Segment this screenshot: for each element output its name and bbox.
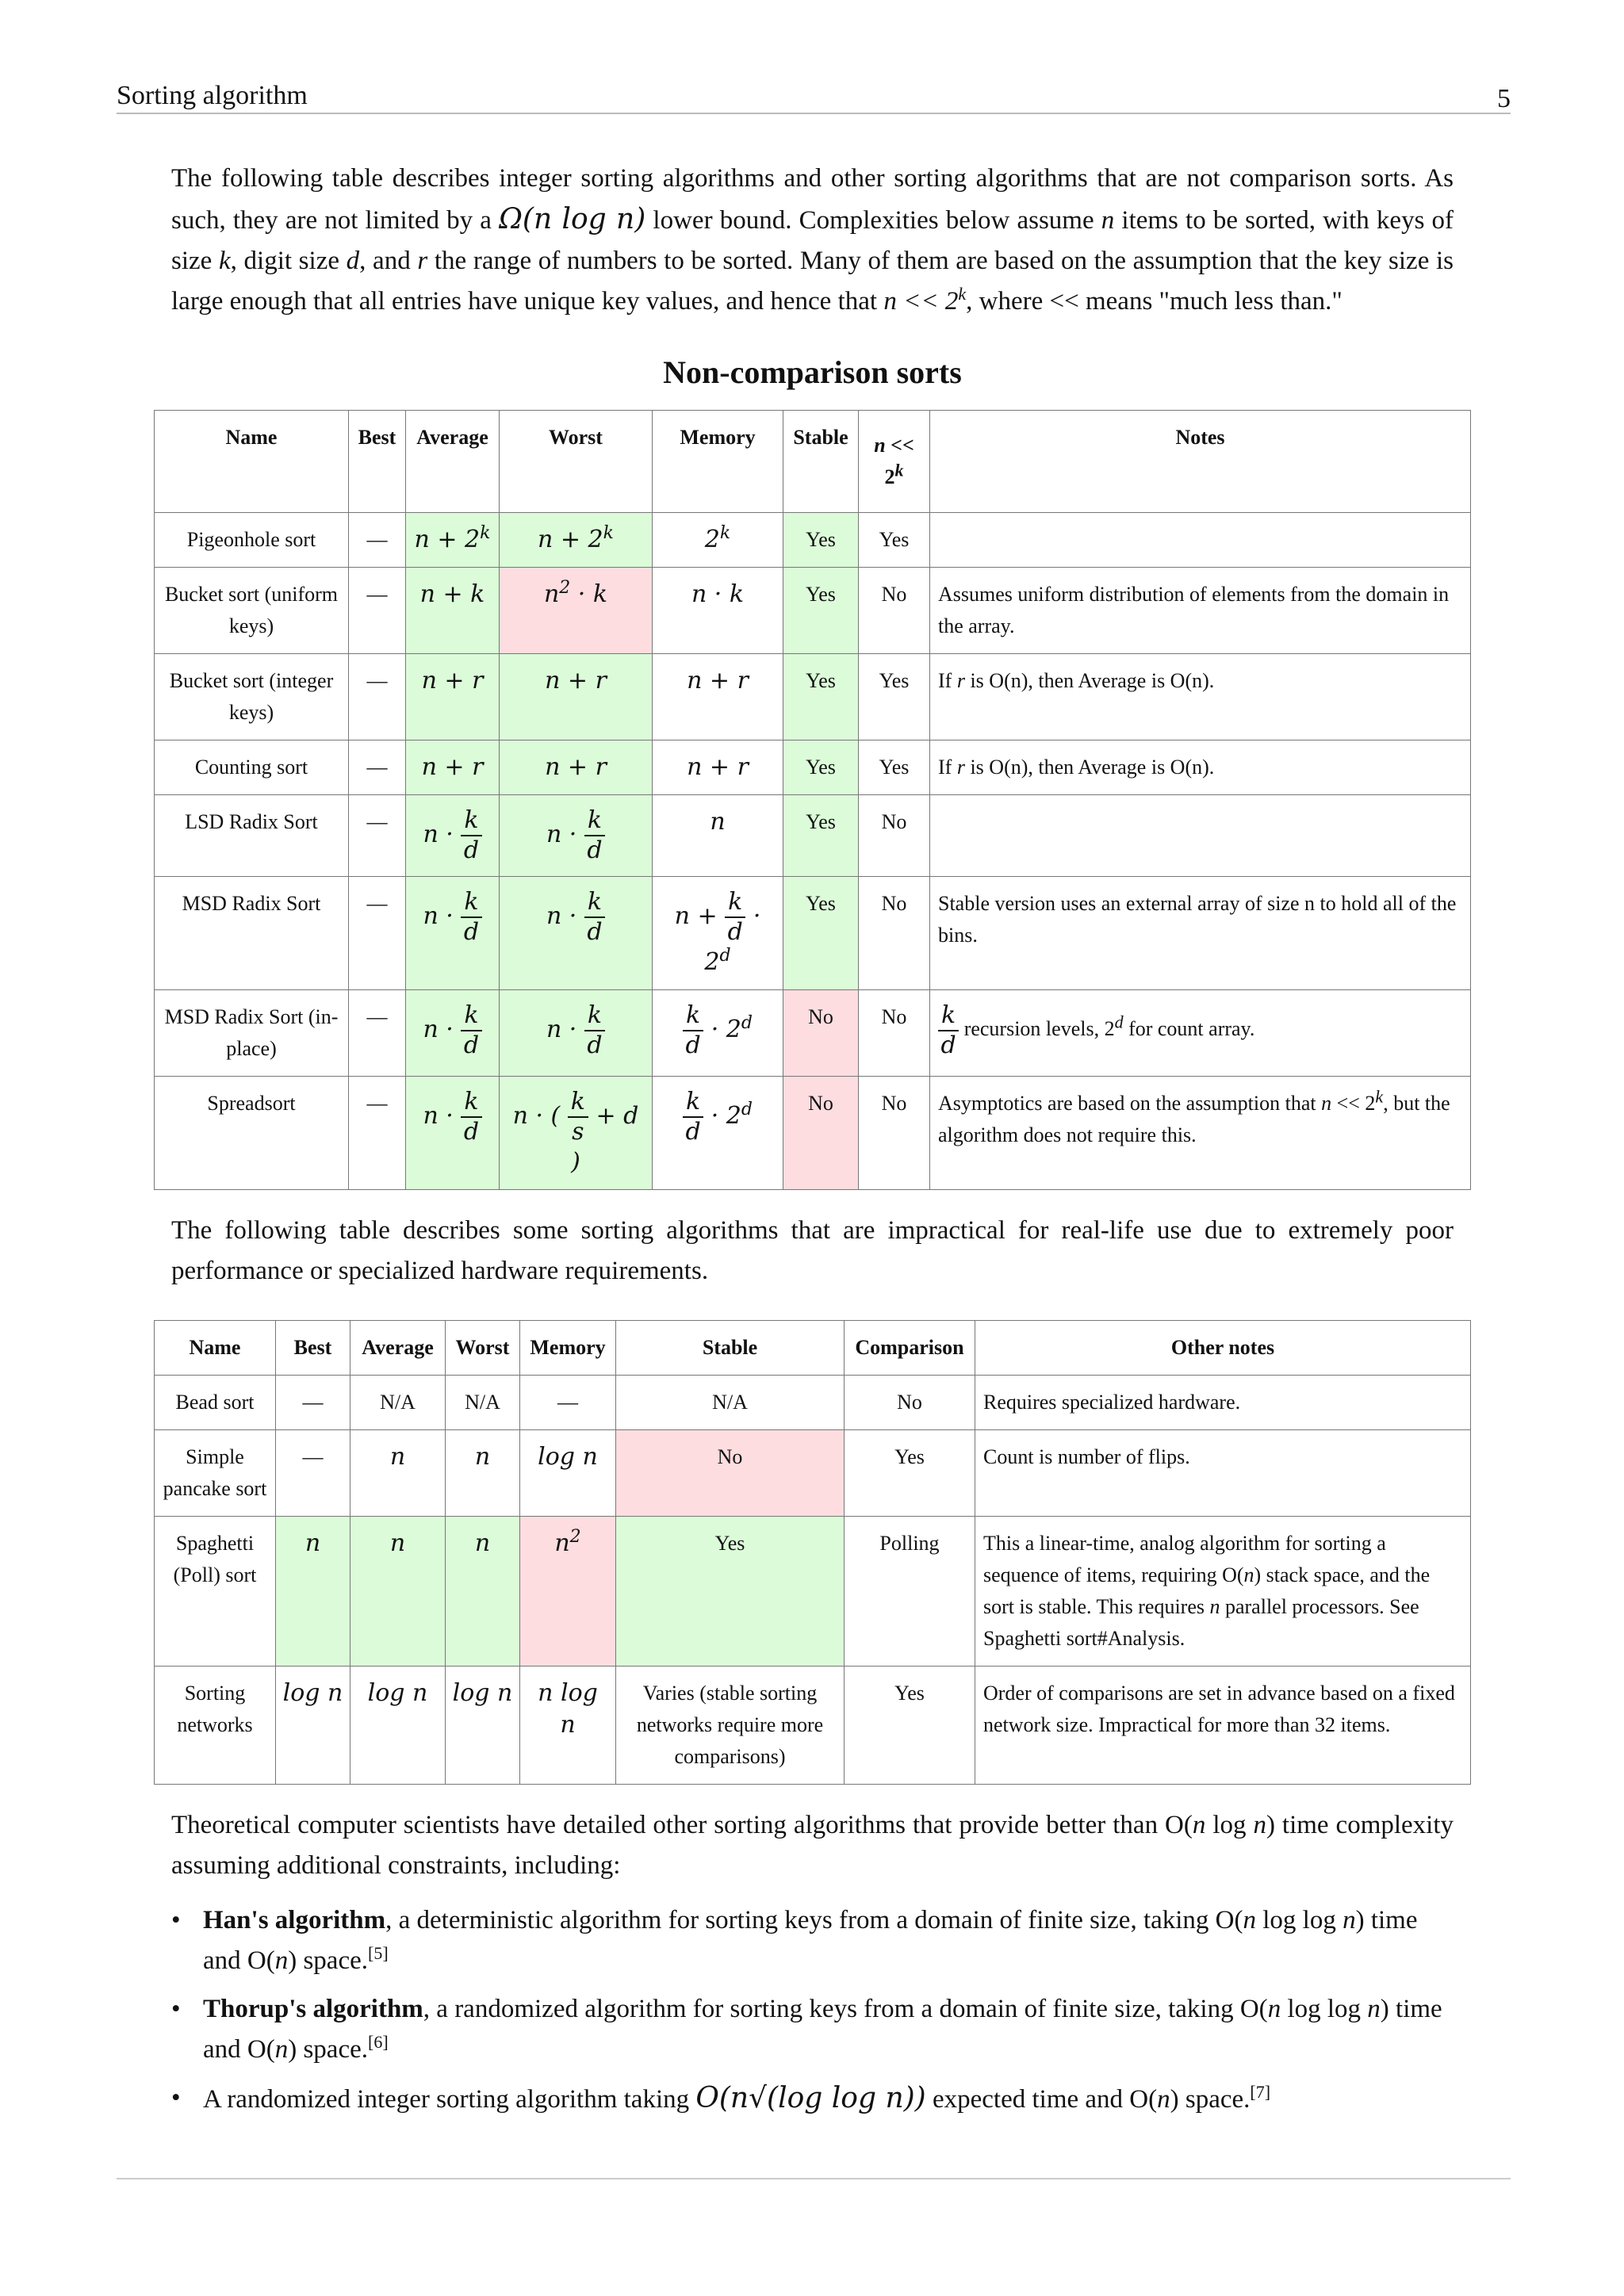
cell-nk: Yes (859, 513, 930, 568)
col-stable: Stable (783, 411, 859, 513)
col-n-lt-2k: n << $2^k$ (859, 411, 930, 513)
table-row (155, 740, 1471, 795)
table-row (155, 990, 1471, 1077)
cell-best: — (349, 1077, 406, 1190)
cell-notes: Order of comparisons are set in advance based on a fixed network size. Impractical for more than 32 items. (975, 1667, 1471, 1785)
cell-name: Spreadsort (155, 1077, 349, 1190)
intro-paragraph: The following table describes integer sorting algorithms and other sorting algorithms that are not comparison sorts. As such, they are not limited by a Ω(n log n) lower bound. Complexities below assume n items to be sorted, with keys of size k, digit size d, and r the range of numbers to be sorted. Many of them are based on the assumption that the key size is large enough that all entries have unique key values, and hence that $n << 2^k$, where << means "much less than." (171, 164, 1454, 316)
cell-nk: Yes (859, 740, 930, 795)
cell-notes: Count is number of flips. (975, 1430, 1471, 1517)
table-row (155, 877, 1471, 990)
cell-memory: n (653, 795, 783, 877)
table-row (155, 1667, 1471, 1785)
reference-link[interactable]: [6] (368, 2032, 389, 2052)
col-other-notes: Other notes (975, 1321, 1471, 1376)
impractical-table-wrap (154, 1320, 1471, 1785)
cell-average: N/A (350, 1376, 446, 1430)
cell-best: — (349, 654, 406, 740)
cell-name: Simple pancake sort (155, 1430, 276, 1517)
cell-comparison: Yes (845, 1430, 975, 1517)
cell-stable: No (616, 1430, 845, 1517)
cell-average: n · $\frac{k}{d}$ (406, 877, 500, 990)
cell-worst: log n (446, 1667, 520, 1785)
cell-memory: n + r (653, 740, 783, 795)
cell-nk: Yes (859, 654, 930, 740)
non-comparison-table (154, 410, 1471, 1190)
cell-notes (930, 795, 1471, 877)
cell-best: — (349, 990, 406, 1077)
cell-memory: $n^2$ (520, 1517, 616, 1667)
cell-stable: Yes (783, 568, 859, 654)
table-row (155, 654, 1471, 740)
cell-notes: If r is O(n), then Average is O(n). (930, 654, 1471, 740)
page-header (117, 76, 1511, 114)
theory-paragraph: Theoretical computer scientists have detailed other sorting algorithms that provide better than O(n log n) time complexity assuming additional constraints, including: (171, 1811, 1454, 1880)
cell-comparison: Polling (845, 1517, 975, 1667)
col-memory: Memory (520, 1321, 616, 1376)
cell-memory: n + $\frac{k}{d}$ · $2^d$ (653, 877, 783, 990)
col-comparison: Comparison (845, 1321, 975, 1376)
cell-average: n · $\frac{k}{d}$ (406, 795, 500, 877)
cell-worst: n + r (500, 740, 653, 795)
cell-notes: This a linear-time, analog algorithm for sorting a sequence of items, requiring O(n) stack space, and the sort is stable. This requires n parallel processors. See Spaghetti sort#Analysis. (975, 1517, 1471, 1667)
cell-name: MSD Radix Sort (155, 877, 349, 990)
list-item: • A randomized integer sorting algorithm taking O(n√(log log n)) expected time and O(n) space.[7] (171, 2078, 1454, 2120)
cell-worst: $n + 2^k$ (500, 513, 653, 568)
page-content (163, 159, 1457, 2128)
cell-memory: — (520, 1376, 616, 1430)
cell-worst: n (446, 1517, 520, 1667)
cell-stable: N/A (616, 1376, 845, 1430)
cell-worst: n · ( $\frac{k}{s}$ + d ) (500, 1077, 653, 1190)
cell-stable: No (783, 990, 859, 1077)
cell-best: — (349, 513, 406, 568)
cell-average: n (350, 1430, 446, 1517)
cell-memory: n + r (653, 654, 783, 740)
cell-nk: No (859, 1077, 930, 1190)
list-item: • Thorup's algorithm, a randomized algorithm for sorting keys from a domain of finite size, taking O(n log log n) time and O(n) space.[6] (171, 1989, 1454, 2070)
reference-link[interactable]: [7] (1250, 2082, 1271, 2102)
table-row (155, 1376, 1471, 1430)
table-row (155, 568, 1471, 654)
cell-nk: No (859, 795, 930, 877)
cell-nk: No (859, 990, 930, 1077)
cell-name: Sorting networks (155, 1667, 276, 1785)
cell-name: Counting sort (155, 740, 349, 795)
cell-name: Bucket sort (integer keys) (155, 654, 349, 740)
cell-best: — (276, 1430, 350, 1517)
impractical-table (154, 1320, 1471, 1785)
cell-notes (930, 513, 1471, 568)
table-row (155, 1517, 1471, 1667)
cell-best: — (349, 877, 406, 990)
cell-memory: n · k (653, 568, 783, 654)
cell-average: n + r (406, 740, 500, 795)
cell-best: — (349, 795, 406, 877)
col-best: Best (349, 411, 406, 513)
cell-name: Bead sort (155, 1376, 276, 1430)
cell-best: log n (276, 1667, 350, 1785)
cell-worst: n (446, 1430, 520, 1517)
cell-comparison: No (845, 1376, 975, 1430)
cell-average: n + k (406, 568, 500, 654)
col-name: Name (155, 411, 349, 513)
cell-memory: log n (520, 1430, 616, 1517)
cell-stable: Yes (783, 877, 859, 990)
table-header-row (155, 411, 1471, 513)
cell-worst: n · $\frac{k}{d}$ (500, 877, 653, 990)
cell-notes: Assumes uniform distribution of elements from the domain in the array. (930, 568, 1471, 654)
cell-worst: N/A (446, 1376, 520, 1430)
cell-memory: $\frac{k}{d}$ · $2^d$ (653, 1077, 783, 1190)
cell-stable: Yes (783, 513, 859, 568)
col-stable: Stable (616, 1321, 845, 1376)
cell-comparison: Yes (845, 1667, 975, 1785)
cell-best: — (349, 568, 406, 654)
col-memory: Memory (653, 411, 783, 513)
cell-worst: $n^2 \cdot k$ (500, 568, 653, 654)
cell-memory: n log n (520, 1667, 616, 1785)
omega-bound: Ω(n log n) (499, 203, 646, 235)
col-notes: Notes (930, 411, 1471, 513)
cell-average: n · $\frac{k}{d}$ (406, 990, 500, 1077)
cell-stable: Yes (783, 795, 859, 877)
col-worst: Worst (446, 1321, 520, 1376)
cell-best: — (349, 740, 406, 795)
non-comparison-table-wrap (154, 410, 1471, 1190)
cell-worst: n · $\frac{k}{d}$ (500, 795, 653, 877)
cell-stable: No (783, 1077, 859, 1190)
cell-name: Spaghetti (Poll) sort (155, 1517, 276, 1667)
cell-notes: Requires specialized hardware. (975, 1376, 1471, 1430)
cell-average: n · $\frac{k}{d}$ (406, 1077, 500, 1190)
cell-average: $n + 2^k$ (406, 513, 500, 568)
cell-name: MSD Radix Sort (in-place) (155, 990, 349, 1077)
cell-worst: n · $\frac{k}{d}$ (500, 990, 653, 1077)
footer-divider (117, 2178, 1511, 2179)
cell-average: n (350, 1517, 446, 1667)
running-title: Sorting algorithm (117, 81, 308, 110)
cell-memory: $\frac{k}{d}$ · $2^d$ (653, 990, 783, 1077)
cell-notes: Stable version uses an external array of size n to hold all of the bins. (930, 877, 1471, 990)
table-row (155, 1430, 1471, 1517)
table-row (155, 1077, 1471, 1190)
cell-worst: n + r (500, 654, 653, 740)
col-best: Best (276, 1321, 350, 1376)
cell-stable: Yes (783, 740, 859, 795)
cell-name: LSD Radix Sort (155, 795, 349, 877)
cell-nk: No (859, 877, 930, 990)
cell-memory: 2$^k$ (653, 513, 783, 568)
cell-best: n (276, 1517, 350, 1667)
cell-stable: Yes (783, 654, 859, 740)
table1-caption: Non-comparison sorts (663, 354, 962, 390)
reference-link[interactable]: [5] (368, 1943, 389, 1963)
col-worst: Worst (500, 411, 653, 513)
table-header-row (155, 1321, 1471, 1376)
page-number: 5 (1497, 84, 1511, 113)
table-row (155, 795, 1471, 877)
cell-stable: Yes (616, 1517, 845, 1667)
cell-name: Pigeonhole sort (155, 513, 349, 568)
table-row (155, 513, 1471, 568)
cell-best: — (276, 1376, 350, 1430)
cell-notes: If r is O(n), then Average is O(n). (930, 740, 1471, 795)
list-item: • Han's algorithm, a deterministic algorithm for sorting keys from a domain of finite size, taking O(n log log n) time and O(n) space.[5] (171, 1900, 1454, 1981)
between-paragraph: The following table describes some sorting algorithms that are impractical for real-life use due to extremely poor performance or specialized hardware requirements. (171, 1216, 1454, 1285)
cell-stable: Varies (stable sorting networks require more comparisons) (616, 1667, 845, 1785)
cell-notes: Asymptotics are based on the assumption that $n << 2^k$, but the algorithm does not require this. (930, 1077, 1471, 1190)
key-condition: n << 2 (883, 287, 959, 316)
col-average: Average (350, 1321, 446, 1376)
algorithm-list (171, 1900, 1454, 2120)
col-average: Average (406, 411, 500, 513)
cell-name: Bucket sort (uniform keys) (155, 568, 349, 654)
cell-nk: No (859, 568, 930, 654)
cell-average: log n (350, 1667, 446, 1785)
cell-average: n + r (406, 654, 500, 740)
col-name: Name (155, 1321, 276, 1376)
cell-notes: $\frac{k}{d}$ recursion levels, 2$^d$ for count array. (930, 990, 1471, 1077)
